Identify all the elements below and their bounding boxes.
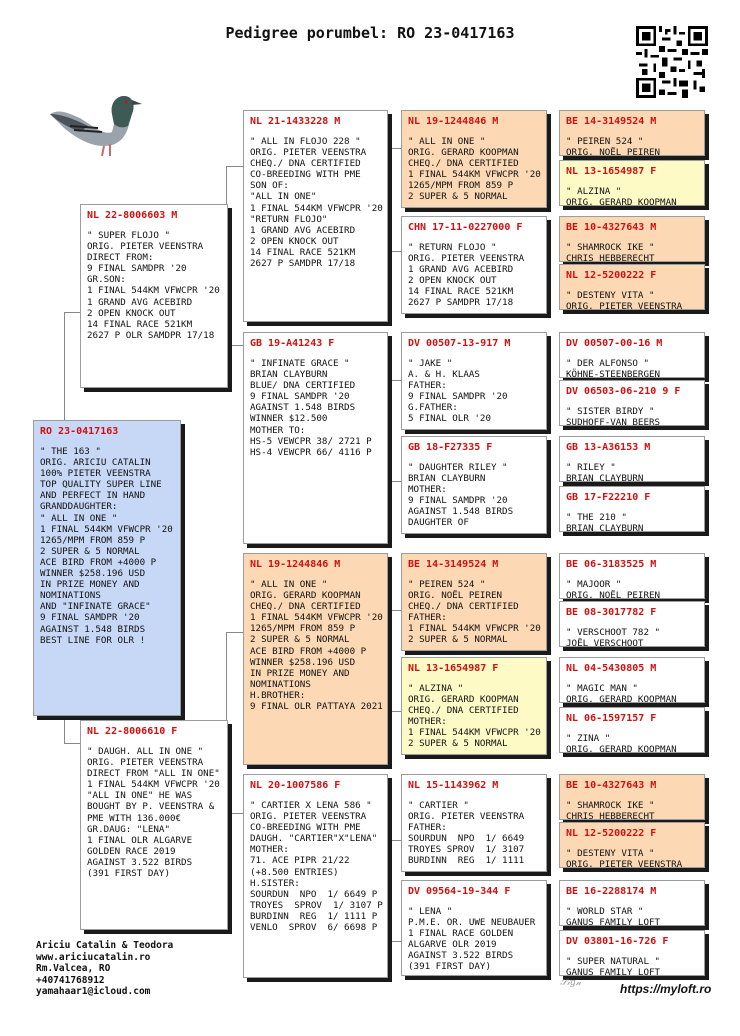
- text-line: NOMINATIONS: [250, 678, 311, 690]
- text-line: 9 FINAL OLR PATTAYA 2021: [250, 701, 383, 713]
- card-lines: [408, 683, 540, 750]
- text-line: ORIG. PIETER VEENSTRA: [87, 241, 204, 253]
- text-line: 1 FINAL RACE GOLDEN: [408, 928, 514, 940]
- text-line: ORIG. GERARD KOOPMAN: [250, 590, 361, 602]
- text-line: "RETURN FLOJO": [250, 213, 328, 225]
- text-line: DIRECT FROM:: [87, 252, 154, 264]
- text-line: " THE 163 ": [40, 446, 101, 457]
- text-line: HS-4 VEWCPR 66/ 4116 P: [250, 446, 372, 458]
- text-line: 1 GRAND AVG ACEBIRD: [250, 224, 356, 236]
- card-lines: [566, 242, 698, 262]
- text-line: BEST LINE FOR OLR !: [40, 634, 146, 646]
- text-line: DAUGH. "CARTIER"X"LENA": [250, 833, 378, 845]
- text-line: ORIG. PIETER VEENSTRA: [250, 147, 367, 159]
- dam-ring-id: NL 22-8006610 F: [87, 726, 178, 737]
- text-line: " RILEY ": [566, 462, 616, 473]
- text-line: 5 FINAL OLR '20: [408, 413, 491, 425]
- ring-id: GB 13-A36153 M: [566, 442, 651, 453]
- text-line: 9 FINAL SAMDPR '20: [408, 391, 508, 403]
- text-line: PME WITH 136.000€: [87, 812, 182, 824]
- card-lines: [250, 358, 381, 458]
- gen4-card: [401, 880, 547, 976]
- card-lines: [566, 733, 698, 753]
- text-line: 2 OPEN KNOCK OUT: [87, 307, 176, 319]
- text-line: ORIG. ARICIU CATALIN: [40, 457, 151, 469]
- text-line: " ALZINA ": [566, 186, 622, 197]
- text-line: " ALL IN FLOJO 228 ": [250, 136, 361, 147]
- gen4-card: [401, 216, 547, 314]
- ring-id: GB 18-F27335 F: [408, 442, 493, 453]
- card-lines: [408, 579, 540, 646]
- text-line: CO-BREEDING WITH PME: [250, 822, 361, 834]
- text-line: 2 SUPER & 5 NORMAL: [408, 738, 508, 750]
- text-line: ACE BIRD FROM +4000 P: [250, 645, 367, 657]
- text-line: (391 FIRST DAY): [408, 961, 491, 973]
- text-line: AGAINST 1.548 BIRDS: [250, 402, 356, 414]
- ring-id: GB 17-F22210 F: [566, 492, 651, 503]
- text-line: AGAINST 1.548 BIRDS: [408, 506, 514, 518]
- card-lines: [566, 579, 698, 599]
- sire-sire-card: [243, 110, 388, 322]
- text-line: 2 SUPER & 5 NORMAL: [408, 634, 508, 646]
- text-line: 9 FINAL SAMDPR '20: [408, 495, 508, 507]
- gen5-card: [559, 436, 705, 482]
- text-line: 1265/MPM FROM 859 P: [408, 180, 514, 192]
- card-lines: [566, 906, 698, 926]
- text-line: ORIG. GERARD KOOPMAN: [566, 744, 677, 753]
- dam-sire-card: [243, 553, 388, 765]
- text-line: ACE BIRD FROM +4000 P: [40, 556, 157, 568]
- text-line: "ALL IN ONE" HE WAS: [87, 790, 193, 802]
- text-line: WINNER $258.196 USD: [250, 656, 356, 668]
- gen4-card: [401, 553, 547, 651]
- text-line: DIRECT FROM "ALL IN ONE": [87, 768, 220, 780]
- text-line: GRANDDAUGHTER:: [40, 501, 118, 513]
- text-line: 14 FINAL RACE 521KM: [408, 286, 514, 298]
- text-line: " MAJOOR ": [566, 579, 622, 590]
- sire-ring-id: NL 22-8006603 M: [87, 210, 178, 221]
- page-title: Pedigree porumbel: RO 23-0417163: [225, 24, 515, 42]
- card-lines: [566, 683, 698, 703]
- text-line: MOTHER TO:: [250, 424, 306, 436]
- text-line: ORIG. GERARD KOOPMAN: [408, 147, 519, 159]
- text-line: CHEQ./ DNA CERTIFIED: [408, 601, 519, 613]
- gen5-card: [559, 380, 705, 426]
- text-line: ORIG. PIETER VEENSTRA: [566, 859, 683, 868]
- text-line: " CARTIER X LENA 586 ": [250, 800, 372, 811]
- gen4-card: [401, 110, 547, 208]
- text-line: ORIG. GERARD KOOPMAN: [408, 694, 519, 706]
- text-line: " INFINATE GRACE ": [250, 358, 350, 369]
- text-line: 1265/MPM FROM 859 P: [250, 623, 356, 635]
- text-line: www.ariciucatalin.ro: [36, 951, 151, 963]
- text-line: ORIG. NOËL PEIREN: [566, 147, 661, 156]
- text-line: CHEQ./ DNA CERTIFIED: [250, 158, 361, 170]
- text-line: yamahaar1@icloud.com: [36, 986, 151, 997]
- text-line: 1 FINAL 544KM VFWCPR '20: [250, 612, 383, 624]
- text-line: 9 FINAL SAMDPR '20: [40, 612, 140, 624]
- sire-dam-card: [243, 332, 388, 544]
- text-line: GR.DAUG: "LENA": [87, 823, 170, 835]
- text-line: IN PRIZE MONEY AND: [40, 579, 140, 591]
- ring-id: NL 21-1433228 M: [250, 116, 341, 127]
- text-line: BRIAN CLAYBURN: [566, 523, 644, 532]
- ring-id: GB 19-A41243 F: [250, 338, 335, 349]
- text-line: BRIAN CLAYBURN: [250, 369, 328, 381]
- card-lines: [408, 136, 540, 203]
- qr-code-icon: [636, 26, 708, 98]
- gen5-card: [559, 264, 705, 310]
- text-line: " SISTER BIRDY ": [566, 406, 655, 417]
- text-line: CHRIS HEBBERECHT: [566, 811, 655, 820]
- card-lines: [566, 512, 698, 532]
- text-line: 71. ACE PIPR 21/22: [250, 855, 350, 867]
- ring-id: BE 06-3183525 M: [566, 559, 657, 570]
- text-line: 2 OPEN KNOCK OUT: [250, 235, 339, 247]
- text-line: " ZINA ": [566, 733, 611, 744]
- text-line: G.FATHER:: [408, 402, 458, 414]
- text-line: CHRIS HEBBERECHT: [566, 253, 655, 262]
- text-line: BRIAN CLAYBURN: [566, 473, 644, 482]
- text-line: 9 FINAL SAMDPR '20: [87, 263, 187, 275]
- ring-id: NL 13-1654987 F: [408, 663, 499, 674]
- subject-ring-id: RO 23-0417163: [40, 426, 119, 437]
- card-lines: [408, 906, 540, 973]
- text-line: H.BROTHER:: [250, 689, 306, 701]
- gen5-card: [559, 601, 705, 647]
- text-line: GANUS FAMILY LOFT: [566, 967, 661, 976]
- text-line: 1 FINAL 544KM VFWCPR '20: [408, 169, 541, 181]
- text-line: 2 OPEN KNOCK OUT: [408, 275, 497, 287]
- text-line: 1 GRAND AVG ACEBIRD: [408, 264, 514, 276]
- text-line: 1 FINAL 544KM VFWCPR '20: [250, 202, 383, 214]
- gen5-card: [559, 553, 705, 599]
- text-line: GANUS FAMILY LOFT: [566, 917, 661, 926]
- gen4-card: [401, 436, 547, 534]
- card-lines: [250, 800, 381, 933]
- text-line: " RETURN FLOJO ": [408, 242, 497, 253]
- sire-card: [80, 204, 228, 388]
- text-line: ORIG. NOËL PEIREN: [566, 590, 661, 599]
- card-lines: [566, 358, 698, 378]
- dam-card: [80, 720, 228, 930]
- text-line: 2 SUPER & 5 NORMAL: [408, 191, 508, 203]
- text-line: FATHER:: [408, 822, 447, 834]
- text-line: 1 FINAL 544KM VFWCPR '20: [87, 285, 220, 297]
- text-line: CO-BREEDING WITH PME: [250, 169, 361, 181]
- text-line: " ALL IN ONE ": [40, 512, 118, 524]
- text-line: ORIG. NOËL PEIREN: [408, 590, 503, 602]
- text-line: CHEQ./ DNA CERTIFIED: [250, 601, 361, 613]
- card-lines: [408, 358, 540, 425]
- text-line: ORIG. PIETER VEENSTRA: [87, 757, 204, 769]
- gen5-card: [559, 930, 705, 976]
- gen5-card: [559, 707, 705, 753]
- text-line: 1 FINAL OLR ALGARVE: [87, 834, 193, 846]
- ring-id: DV 09564-19-344 F: [408, 886, 511, 897]
- card-lines: [87, 230, 221, 341]
- text-line: SOURDUN NPO 1/ 6649 P: [250, 888, 378, 900]
- text-line: " VERSCHOOT 782 ": [566, 627, 661, 638]
- ring-id: BE 14-3149524 M: [408, 559, 499, 570]
- text-line: 2627 P SAMDPR 17/18: [408, 297, 514, 309]
- text-line: ORIG. PIETER VEENSTRA: [408, 253, 525, 265]
- text-line: VENLO SPROV 6/ 6698 P: [250, 922, 378, 934]
- text-line: HS-5 VEWCPR 38/ 2721 P: [250, 435, 372, 447]
- text-line: ORIG. PIETER VEENSTRA: [566, 301, 683, 310]
- text-line: ORIG. GERARD KOOPMAN: [566, 694, 677, 703]
- text-line: " JAKE ": [408, 358, 453, 369]
- text-line: " LENA ": [408, 906, 453, 917]
- text-line: MOTHER:: [408, 484, 447, 496]
- pigeon-image: [40, 74, 150, 166]
- ring-id: BE 10-4327643 M: [566, 222, 657, 233]
- text-line: TROYES SPROV 1/ 3107 P: [250, 899, 383, 911]
- text-line: " CARTIER ": [408, 800, 469, 811]
- card-lines: [566, 848, 698, 868]
- text-line: 2627 P SAMDPR 17/18: [250, 258, 356, 270]
- card-lines: [566, 290, 698, 310]
- text-line: 1 FINAL 544KM VFWCPR '20: [408, 727, 541, 739]
- gen5-card: [559, 822, 705, 868]
- text-line: Rm.Valcea, RO: [36, 963, 111, 974]
- gen4-card: [401, 332, 547, 430]
- ring-id: NL 06-1597157 F: [566, 713, 657, 724]
- text-line: " ALL IN ONE ": [250, 579, 328, 590]
- text-line: " PEIREN 524 ": [566, 136, 644, 147]
- text-line: JOËL VERSCHOOT: [566, 638, 644, 647]
- ring-id: NL 12-5200222 F: [566, 828, 657, 839]
- gen5-card: [559, 160, 705, 206]
- text-line: "ALL IN ONE": [250, 191, 317, 203]
- breeder-contact: [36, 940, 173, 998]
- text-line: IN PRIZE MONEY AND: [250, 667, 350, 679]
- text-line: BRIAN CLAYBURN: [408, 473, 486, 485]
- text-line: (391 FIRST DAY): [87, 868, 170, 880]
- card-lines: [566, 956, 698, 976]
- ring-id: NL 04-5430805 M: [566, 663, 657, 674]
- text-line: BURDINN REG 1/ 1111 P: [250, 910, 378, 922]
- ring-id: DV 06503-06-210 9 F: [566, 386, 681, 397]
- gen5-card: [559, 110, 705, 156]
- text-line: DAUGHTER OF: [408, 517, 469, 529]
- card-lines: [566, 462, 698, 482]
- text-line: MOTHER:: [408, 716, 447, 728]
- card-lines: [566, 627, 698, 647]
- text-line: 2627 P OLR SAMDPR 17/18: [87, 329, 215, 341]
- text-line: 14 FINAL RACE 521KM: [250, 246, 356, 258]
- card-lines: [408, 462, 540, 529]
- text-line: TROYES SPROV 1/ 3107: [408, 844, 525, 856]
- text-line: " SHAMROCK IKE ": [566, 242, 655, 253]
- text-line: " THE 210 ": [566, 512, 627, 523]
- dam-dam-card: [243, 774, 388, 978]
- card-lines: [408, 242, 540, 309]
- card-lines: [250, 136, 381, 269]
- text-line: 1 FINAL 544KM VFWCPR '20: [87, 779, 220, 791]
- text-line: H.SISTER:: [250, 877, 300, 889]
- text-line: AND PERFECT IN HAND: [40, 490, 146, 502]
- text-line: +40741768912: [36, 974, 105, 986]
- text-line: " DAUGH. ALL IN ONE ": [87, 746, 204, 757]
- text-line: (+8.500 ENTRIES): [250, 866, 339, 878]
- text-line: A. & H. KLAAS: [408, 369, 480, 381]
- text-line: 1265/MPM FROM 859 P: [40, 534, 146, 546]
- card-lines: [566, 406, 698, 426]
- card-lines: [250, 579, 381, 712]
- ring-id: BE 14-3149524 M: [566, 116, 657, 127]
- text-line: ORIG. GERARD KOOPMAN: [566, 197, 677, 206]
- text-line: 9 FINAL SAMDPR '20: [250, 391, 350, 403]
- card-lines: [566, 800, 698, 820]
- text-line: 2 SUPER & 5 NORMAL: [40, 545, 140, 557]
- text-line: 14 FINAL RACE 521KM: [87, 318, 193, 330]
- text-line: FATHER:: [408, 380, 447, 392]
- text-line: SOURDUN NPO 1/ 6649: [408, 833, 525, 845]
- text-line: AGAINST 3.522 BIRDS: [408, 950, 514, 962]
- gen5-card: [559, 216, 705, 262]
- text-line: " MAGIC MAN ": [566, 683, 638, 694]
- text-line: AGAINST 1.548 BIRDS: [40, 623, 146, 635]
- text-line: " ALZINA ": [408, 683, 464, 694]
- text-line: 1 FINAL 544KM VFWCPR '20: [40, 523, 173, 535]
- gen5-card: [559, 657, 705, 703]
- text-line: 2 SUPER & 5 NORMAL: [250, 634, 350, 646]
- text-line: TOP QUALITY SUPER LINE: [40, 479, 162, 491]
- text-line: BURDINN REG 1/ 1111: [408, 855, 525, 867]
- text-line: ALGARVE OLR 2019: [408, 939, 497, 951]
- text-line: P.M.E. OR. UWE NEUBAUER: [408, 917, 536, 929]
- ring-id: NL 12-5200222 F: [566, 270, 657, 281]
- text-line: Ariciu Catalin & Teodora: [36, 940, 174, 951]
- ring-id: DV 00507-00-16 M: [566, 338, 663, 349]
- ring-id: BE 16-2288174 M: [566, 886, 657, 897]
- ring-id: DV 03801-16-726 F: [566, 936, 669, 947]
- text-line: MOTHER:: [250, 844, 289, 856]
- text-line: WINNER $12.500: [250, 413, 328, 425]
- text-line: FATHER:: [408, 612, 447, 624]
- ring-id: NL 13-1654987 F: [566, 166, 657, 177]
- ring-id: BE 10-4327643 M: [566, 780, 657, 791]
- text-line: " PEIREN 524 ": [408, 579, 486, 590]
- ring-id: NL 15-1143962 M: [408, 780, 499, 791]
- text-line: 100% PIETER VEENSTRA: [40, 468, 151, 480]
- text-line: " SUPER NATURAL ": [566, 956, 661, 967]
- card-lines: [408, 800, 540, 867]
- subject-card: [33, 420, 181, 716]
- text-line: CHEQ./ DNA CERTIFIED: [408, 158, 519, 170]
- signature-icon: 𝒮𝒾𝑔𝓃: [560, 978, 582, 988]
- website-link[interactable]: https://myloft.ro: [620, 982, 712, 996]
- text-line: " WORLD STAR ": [566, 906, 644, 917]
- ring-id: BE 08-3017782 F: [566, 607, 657, 618]
- text-line: ORIG. PIETER VEENSTRA: [250, 811, 367, 823]
- gen5-card: [559, 880, 705, 926]
- text-line: " ALL IN ONE ": [408, 136, 486, 147]
- card-lines: [566, 136, 698, 156]
- gen5-card: [559, 332, 705, 378]
- gen5-card: [559, 774, 705, 820]
- text-line: AND "INFINATE GRACE": [40, 601, 151, 613]
- text-line: KÖHNE-STEENBERGEN: [566, 369, 661, 378]
- text-line: ORIG. PIETER VEENSTRA: [408, 811, 525, 823]
- ring-id: NL 20-1007586 F: [250, 780, 341, 791]
- text-line: CHEQ./ DNA CERTIFIED: [408, 705, 519, 717]
- text-line: NOMINATIONS: [40, 590, 101, 602]
- text-line: BLUE/ DNA CERTIFIED: [250, 380, 356, 392]
- ring-id: CHN 17-11-0227000 F: [408, 222, 523, 233]
- card-lines: [87, 746, 221, 879]
- text-line: " DER ALFONSO ": [566, 358, 649, 369]
- text-line: " SHAMROCK IKE ": [566, 800, 655, 811]
- ring-id: NL 19-1244846 M: [408, 116, 499, 127]
- text-line: BOUGHT BY P. VEENSTRA &: [87, 801, 215, 813]
- gen5-card: [559, 486, 705, 532]
- text-line: SUDHOFF-VAN BEERS: [566, 417, 661, 426]
- text-line: SON OF:: [250, 180, 289, 192]
- text-line: " DESTENY VITA ": [566, 290, 655, 301]
- text-line: 1 FINAL 544KM VFWCPR '20: [408, 623, 541, 635]
- text-line: " DESTENY VITA ": [566, 848, 655, 859]
- card-lines: [566, 186, 698, 206]
- card-lines: [40, 446, 174, 646]
- gen4-card: [401, 657, 547, 755]
- gen4-card: [401, 774, 547, 872]
- text-line: WINNER $258.196 USD: [40, 568, 146, 580]
- text-line: " DAUGHTER RILEY ": [408, 462, 508, 473]
- ring-id: NL 19-1244846 M: [250, 559, 341, 570]
- text-line: GOLDEN RACE 2019: [87, 845, 176, 857]
- text-line: 1 GRAND AVG ACEBIRD: [87, 296, 193, 308]
- text-line: " SUPER FLOJO ": [87, 230, 170, 241]
- text-line: AGAINST 3.522 BIRDS: [87, 856, 193, 868]
- text-line: GR.SON:: [87, 274, 126, 286]
- ring-id: DV 00507-13-917 M: [408, 338, 511, 349]
